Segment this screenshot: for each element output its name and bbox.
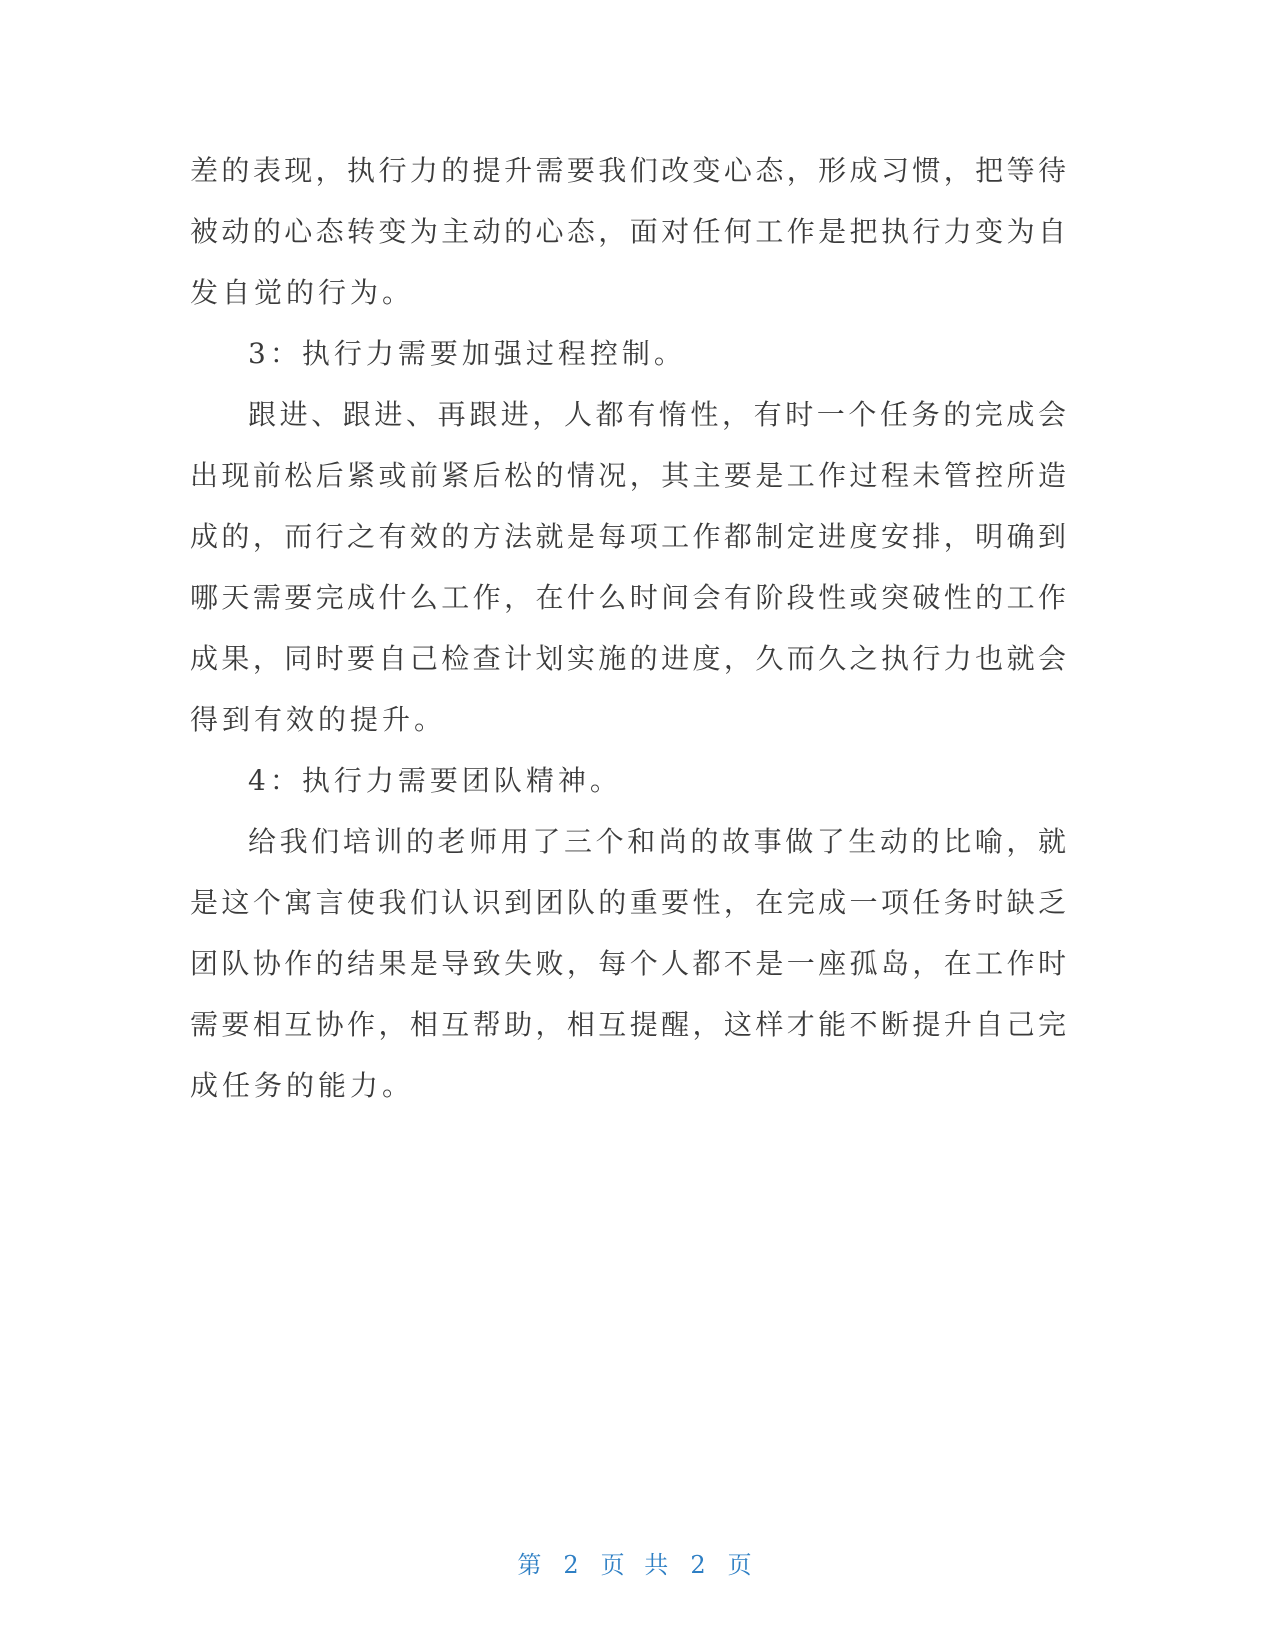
footer-total-pages: 2 xyxy=(690,1551,712,1579)
text-line: 得到有效的提升。 xyxy=(190,703,447,736)
section-heading-4: 4：执行力需要团队精神。 xyxy=(248,764,622,797)
footer-page-number: 2 xyxy=(563,1551,585,1579)
text-line: 跟进、跟进、再跟进，人都有惰性，有时一个任务的完成会 xyxy=(248,398,1066,431)
text-line: 成果，同时要自己检查计划实施的进度，久而久之执行力也就会 xyxy=(190,642,1066,675)
text-line: 成的，而行之有效的方法就是每项工作都制定进度安排，明确到 xyxy=(190,520,1066,553)
text-line: 成任务的能力。 xyxy=(190,1069,415,1102)
text-line: 需要相互协作，相互帮助，相互提醒，这样才能不断提升自己完 xyxy=(190,1008,1066,1041)
text-line: 给我们培训的老师用了三个和尚的故事做了生动的比喻，就 xyxy=(248,825,1066,858)
section-heading-3: 3：执行力需要加强过程控制。 xyxy=(248,337,686,370)
page-footer xyxy=(0,1545,1275,1580)
footer-prefix: 第 xyxy=(517,1551,548,1579)
text-line: 是这个寓言使我们认识到团队的重要性，在完成一项任务时缺乏 xyxy=(190,886,1066,919)
text-line: 差的表现，执行力的提升需要我们改变心态，形成习惯，把等待 xyxy=(190,154,1066,187)
footer-suffix: 页 xyxy=(727,1551,758,1579)
document-body xyxy=(190,140,1066,1116)
text-line: 被动的心态转变为主动的心态，面对任何工作是把执行力变为自 xyxy=(190,215,1066,248)
text-line: 发自觉的行为。 xyxy=(190,276,415,309)
footer-middle: 页 共 xyxy=(600,1551,675,1579)
text-line: 哪天需要完成什么工作，在什么时间会有阶段性或突破性的工作 xyxy=(190,581,1066,614)
text-line: 出现前松后紧或前紧后松的情况，其主要是工作过程未管控所造 xyxy=(190,459,1066,492)
text-line: 团队协作的结果是导致失败，每个人都不是一座孤岛，在工作时 xyxy=(190,947,1066,980)
